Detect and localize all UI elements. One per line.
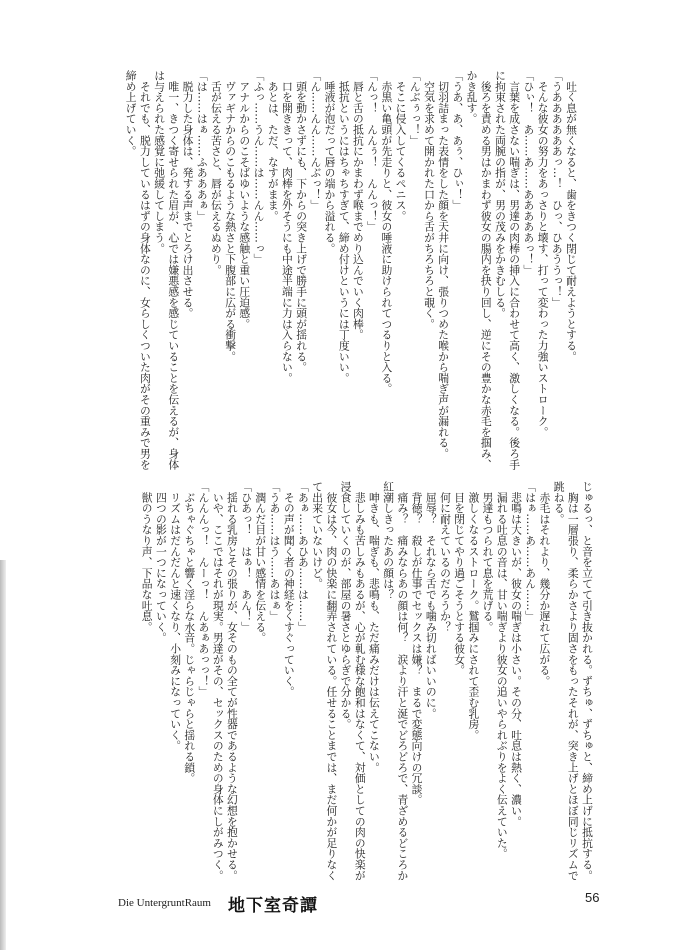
text-column: ヴァギナからのこもるような熱さと下腹部に広がる衝撃。 bbox=[224, 70, 238, 362]
text-column: 悲鳴は大きいが、彼女の喘ぎは小さい。その分、吐息は熱く、濃い。 bbox=[509, 481, 523, 827]
text-column: 「は……はぁ……ふあああぁ」 bbox=[195, 70, 209, 222]
text-column: 唇と舌の抵抗にかまわず喉までめり込んでいく肉棒。 bbox=[351, 70, 365, 340]
text-column: いや、ここではそれが現実。男達がその、セックスのための身体にしがみつく。 bbox=[211, 481, 225, 881]
text-column: 抵抗というにはちゃちすぎて、締め付けというには丁度いい。 bbox=[337, 70, 351, 384]
text-column: そんな彼女の努力をあっさりと壊す、打って変わった力強いストローク。 bbox=[536, 70, 550, 438]
text-column: 潤んだ目が甘い感情を伝える。 bbox=[254, 481, 268, 643]
text-column: 切羽詰まった表情をした顔を天井に向け、張りつめた喉から喘ぎ声が漏れる。 bbox=[437, 70, 451, 459]
text-column: 何に耐えているのだろうか？ bbox=[438, 481, 452, 633]
text-column: は与えられた感覚に弛緩してしまう。 bbox=[153, 70, 167, 254]
text-column: 胸は一層張り、柔らかさより固さをもったそれが、突き上げとほぼ同じリズムで bbox=[566, 481, 580, 881]
text-column: 唯一、きつく寄せられた眉が、心では嫌悪感を感じていることを伝えるが、身体 bbox=[167, 70, 181, 470]
text-column: 頭を動かさずにも、下からの突き上げで勝手に頭が揺れる。 bbox=[295, 70, 309, 373]
text-column: 唾液が泡だって唇の端から溢れる。 bbox=[323, 70, 337, 254]
text-column: あとは、ただ、なすがまま。 bbox=[266, 70, 280, 222]
text-column: 「うあ、あ、あぅ、ひぃ！」 bbox=[451, 70, 465, 211]
text-column: アナルからのこそばゆいような感触と重い圧迫感。 bbox=[238, 70, 252, 330]
text-column: 跳ねる。 bbox=[552, 481, 566, 525]
scan-edge-shadow bbox=[0, 560, 6, 950]
text-column: 激しくなるストローク。鷲掴みにされて歪む乳房。 bbox=[467, 481, 481, 741]
text-column: 吐く息が無くなると、歯をきつく閉じて耐えようとする。 bbox=[565, 70, 578, 362]
text-column: 後ろを責める男はかまわず彼女の腸内を抉り回し、逆にその豊かな赤毛を掴み、 bbox=[479, 70, 493, 470]
text-column: 漏れる吐息の音は、甘い喘ぎより彼女の追いやられぶりをよく伝えていた。 bbox=[495, 481, 509, 859]
text-column: 「ん……んん……んぶっ！」 bbox=[309, 70, 323, 211]
text-column: 「ふっ……うん……は……んん……っ」 bbox=[252, 70, 266, 265]
text-column: 四つの影が一つになっていく。 bbox=[154, 481, 168, 643]
page-number: 56 bbox=[585, 890, 600, 905]
text-column: 紅潮しきったあの顔は？ bbox=[382, 481, 396, 600]
text-column: リズムはだんだんと速くなり、小刻みになっていく。 bbox=[169, 481, 183, 751]
upper-text-block bbox=[116, 70, 578, 474]
text-column: 揺れる乳房とその張りが、女そのもの全てが性器であるような幻想を抱かせる。 bbox=[225, 481, 239, 881]
text-column: 「うあ……はう……あはぁ」 bbox=[268, 481, 282, 622]
text-column: 赤毛はそれより、幾分か遅れて広がる。 bbox=[538, 481, 552, 687]
text-column: 痛み？ 痛みならあの顔は何？ 涙より汗と涎でどろどろで、青ざめるどころか bbox=[396, 481, 410, 881]
text-column: 「んんんっ！ んーっ！ んあぁあっっ！」 bbox=[197, 481, 211, 697]
text-column: 「はぁ……あ……あん……」 bbox=[524, 481, 538, 622]
text-column: その声が聞く者の神経をくすぐっていく。 bbox=[282, 481, 296, 697]
lower-text-block bbox=[119, 481, 594, 885]
footer-series-title-jp: 地下室奇譚 bbox=[228, 896, 318, 916]
text-column: それでも、脱力しているはずの身体なのに、女らしくついた肉がその重みで男を bbox=[138, 70, 152, 470]
text-column: に拘束された両腕の指が、男の茂みをかきむしる。 bbox=[493, 70, 507, 319]
text-column: 「うああああああっ…！ ひっ、ひあううっ！」 bbox=[550, 70, 564, 308]
text-column: て出来ていないけど。 bbox=[311, 481, 325, 589]
text-column: 彼女は今、肉の快楽に翻弄されている。任せることまでは、まだ何かが足りなく bbox=[325, 481, 339, 881]
text-column: 「ひぃ！ あ……あ……あああああっ！」 bbox=[522, 70, 536, 276]
text-column: 男達もつられて息を荒げる。 bbox=[481, 481, 495, 633]
text-column: 呻きも、喘ぎも、悲鳴も、ただ痛みだけは伝えてこない。 bbox=[367, 481, 381, 773]
text-column: 獣のうなり声、下品な吐息。 bbox=[140, 481, 154, 633]
text-column: 「あぁ……あひあ……は……」 bbox=[296, 481, 310, 633]
text-column: 背徳？ 殺しが仕事でセックスは嫌？ まるで変態向けの冗談。 bbox=[410, 481, 424, 805]
text-column: 「んっ！ んんぅ！ んんっ！」 bbox=[366, 70, 380, 232]
text-column: じゅるっ、と音を立てて引き抜かれる。ずちゅ、ずちゅと、締め上げに抵抗する。 bbox=[581, 481, 594, 881]
text-column: そこに侵入してくるペニス。 bbox=[394, 70, 408, 222]
text-column: 舌が伝える苦さと、唇が伝えるぬめり。 bbox=[209, 70, 223, 276]
text-column: 目を閉じてやり過ごそうとする彼女。 bbox=[453, 481, 467, 676]
text-column: 「んぶぅっ！」 bbox=[408, 70, 422, 146]
text-column: ぶちゃぐちゃと響く淫らな水音。じゃらじゃらと揺れる鎖。 bbox=[183, 481, 197, 784]
text-column: 言葉を成さない喘ぎは、男達の肉棒の挿入に合わせて高く、激しくなる。後ろ手 bbox=[508, 70, 522, 470]
text-column: 脱力した身体は、発する声までとろけ出させる。 bbox=[181, 70, 195, 319]
text-column: 赤黒い亀頭が先走りと、彼女の唾液に助けられてつるりと入る。 bbox=[380, 70, 394, 394]
text-column: かき乱す。 bbox=[465, 70, 479, 124]
text-column: 浸食していくのが、部屋の暑さとゆらぎで分かる。 bbox=[339, 481, 353, 730]
footer-series-title-en: Die UntergruntRaum bbox=[118, 897, 211, 909]
text-column: 空気を求めて開かれた口から舌がちろちろと覗く。 bbox=[422, 70, 436, 330]
text-column: 口を開ききって、肉棒を外そうにも中途半端に力は入らない。 bbox=[280, 70, 294, 384]
text-column: 屈辱？ それなら舌でも噛み切ればいいのに。 bbox=[424, 481, 438, 719]
text-column: 締め上げていく。 bbox=[124, 70, 138, 157]
text-column: 悲しみも苦しみもあるが、心が軋む様な飽和はなくて、対価としての肉の快楽が bbox=[353, 481, 367, 881]
text-column: 「ひあっ！ はぁ！ あん！」 bbox=[240, 481, 254, 633]
